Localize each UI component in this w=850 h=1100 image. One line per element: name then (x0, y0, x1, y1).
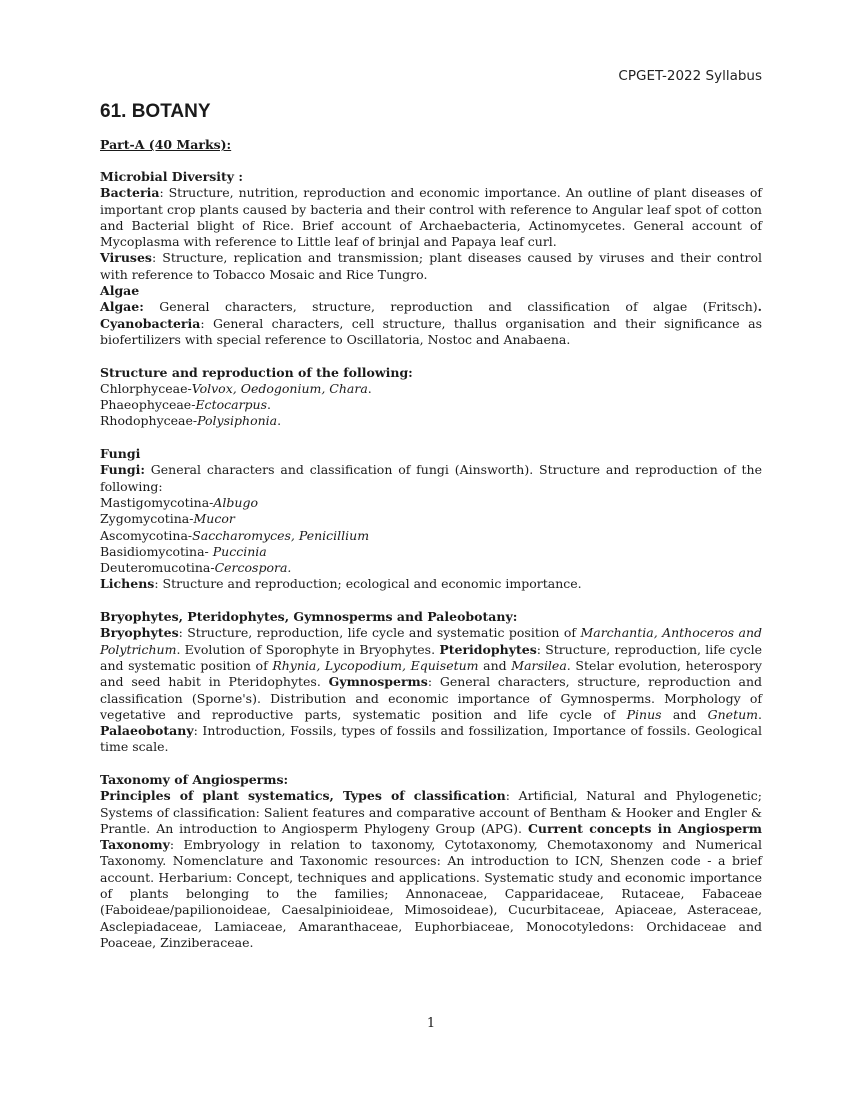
bacteria-label: Bacteria (100, 185, 160, 201)
structure-heading: Structure and reproduction of the following: (100, 364, 413, 380)
cyanobacteria-label: Cyanobacteria (100, 315, 201, 331)
fungi-line: Zygomycotina-Mucor (100, 511, 235, 527)
lichens-paragraph: Lichens: Structure and reproduction; ecological and economic importance. (100, 576, 582, 592)
viruses-paragraph: Viruses: Structure, replication and transmission; plant diseases caused by viruses and their control with reference to Tobacco Mosaic and Rice Tungro. (100, 250, 762, 282)
structure-line: Chlorphyceae-Volvox, Oedogonium, Chara. (100, 380, 372, 396)
algae-paragraph: Algae: General characters, structure, reproduction and classification of algae (Fritsch). Cyanobacteria: General characters, cell structure, thallus organisation and their significance as biofertilizers with special reference to Oscillatoria, Nostoc and Anabaena. (100, 299, 762, 347)
fungi-line: Mastigomycotina-Albugo (100, 494, 259, 510)
fungi-line: Basidiomycotina- Puccinia (100, 543, 267, 559)
taxonomy-paragraph: Principles of plant systematics, Types of classification: Artificial, Natural and Phylogenetic; Systems of classification: Salient features and comparative account of Bentham & Hooker and Engler & Prantle. An introduction to Angiosperm Phylogeny Group (APG). Current concepts in Angiosperm Taxonomy: Embryology in relation to taxonomy, Cytotaxonomy, Chemotaxonomy and Numerical Taxonomy. Nomenclature and Taxonomic resources: An introduction to ICN, Shenzen code - a brief account. Herbarium: Concept, techniques and applications. Systematic study and economic importance of plants belonging to the families; Annonaceae, Capparidaceae, Rutaceae, Fabaceae (Faboideae/papilionoideae, Caesalpinioideae, Mimosoideae), Cucurbitaceae, Apiaceae, Asteraceae, Asclepiadaceae, Lamiaceae, Amaranthaceae, Euphorbiaceae, Monocotyledons: Orchidaceae and Poaceae, Zinziberaceae. (100, 788, 762, 950)
viruses-label: Viruses (100, 250, 152, 266)
fungi-line: Deuteromucotina-Cercospora. (100, 560, 292, 576)
structure-line: Rhodophyceae-Polysiphonia. (100, 413, 282, 429)
algae-heading: Algae (100, 283, 140, 299)
fungi-paragraph: Fungi: General characters and classification of fungi (Ainsworth). Structure and reproduction of the following: (100, 462, 762, 494)
page-header: CPGET-2022 Syllabus (618, 68, 762, 84)
microbial-heading: Microbial Diversity : (100, 169, 243, 184)
page-number: 1 (426, 1016, 436, 1031)
fungi-line: Ascomycotina-Saccharomyces, Penicillium (100, 527, 370, 543)
bryophytes-paragraph: Bryophytes: Structure, reproduction, life cycle and systematic position of Marchantia, Anthoceros and Polytrichum. Evolution of Sporophyte in Bryophytes. Pteridophytes: Structure, reproduction, life cycle and systematic position of Rhynia, Lycopodium, Equisetum and Marsilea. Stelar evolution, heterospory and seed habit in Pteridophytes. Gymnosperms: General characters, structure, reproduction and classification (Sporne's). Distribution and economic importance of Gymnosperms. Morphology of vegetative and reproductive parts, systematic position and life cycle of Pinus and Gnetum. Palaeobotany: Introduction, Fossils, types of fossils and fossilization, Importance of fossils. Geological time scale. (100, 625, 763, 755)
fungi-heading: Fungi (100, 446, 141, 462)
bryophytes-heading: Bryophytes, Pteridophytes, Gymnosperms and Paleobotany: (100, 609, 518, 625)
part-a-heading: Part-A (40 Marks): (100, 137, 232, 152)
bacteria-paragraph: Bacteria: Structure, nutrition, reproduction and economic importance. An outline of plant diseases of important crop plants caused by bacteria and their control with reference to Angular leaf spot of cotton and Bacterial blight of Rice. Brief account of Archaebacteria, Actinomycetes. General account of Mycoplasma with reference to Little leaf of brinjal and Papaya leaf curl. (100, 185, 762, 250)
syllabus-body (100, 169, 762, 951)
page-title: 61. BOTANY (100, 101, 211, 122)
taxonomy-heading: Taxonomy of Angiosperms: (100, 771, 289, 787)
document-page (100, 0, 762, 1100)
structure-line: Phaeophyceae-Ectocarpus. (100, 397, 271, 413)
